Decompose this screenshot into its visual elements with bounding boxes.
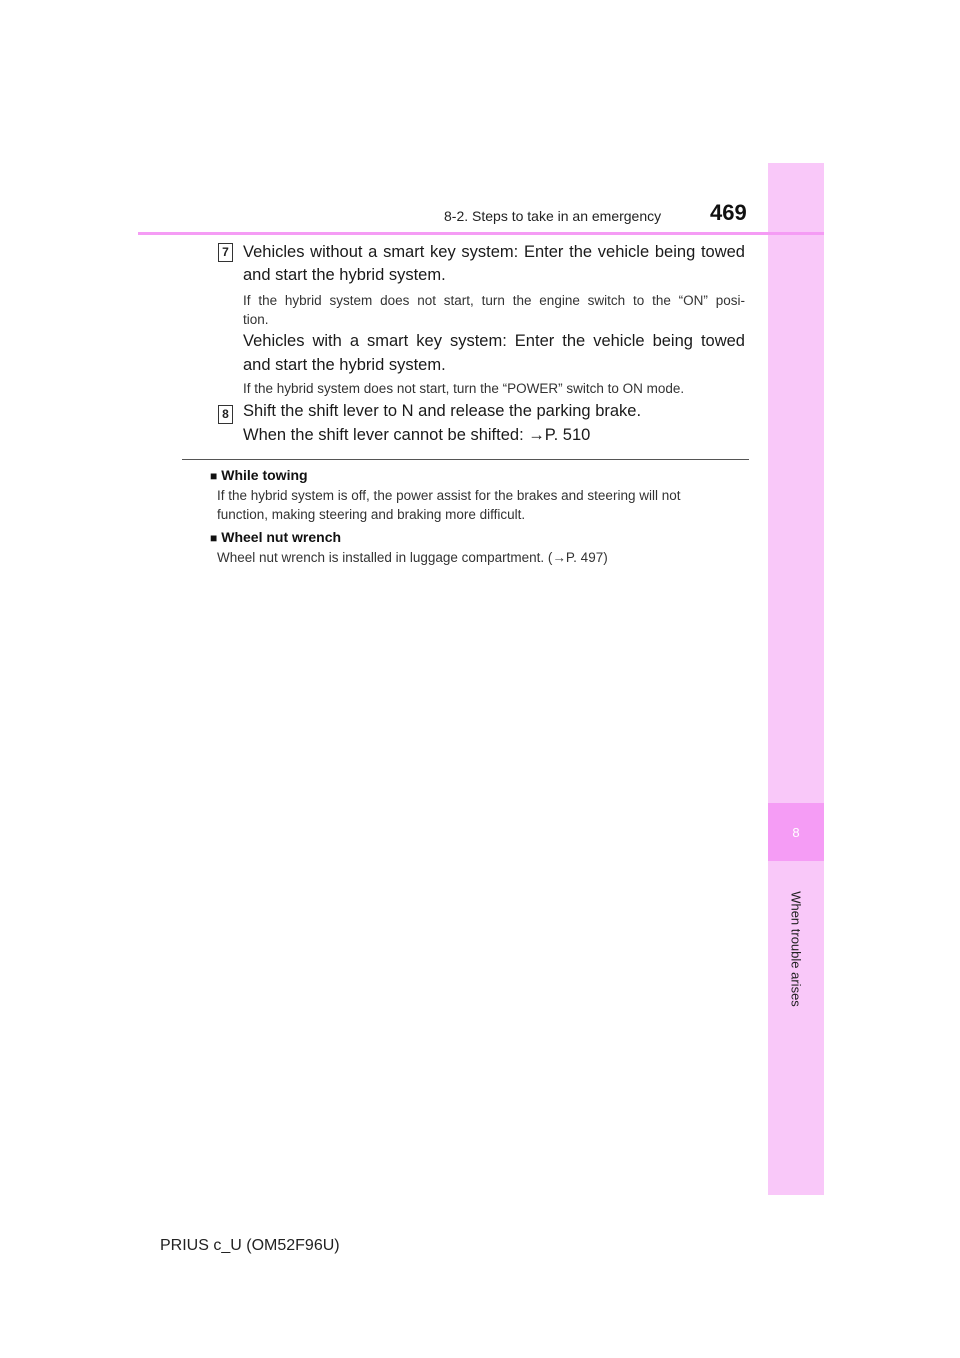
note-body-line: If the hybrid system is off, the power assist for the brakes and steering will not	[217, 488, 681, 503]
step-alt-note: If the hybrid system does not start, turn the “POWER” switch to ON mode.	[243, 381, 685, 396]
square-bullet-icon: ■	[210, 531, 218, 545]
note-heading	[210, 529, 341, 545]
step-alt-text-line: Vehicles with a smart key system: Enter the vehicle being towed	[243, 332, 745, 350]
chapter-side-tab	[768, 163, 824, 1195]
step-text-line: Shift the shift lever to N and release the parking brake.	[243, 402, 642, 420]
step-number-badge: 8	[218, 405, 233, 424]
note-heading	[210, 467, 308, 483]
note-body-line: function, making steering and braking more difficult.	[217, 507, 526, 522]
step-note-line: tion.	[243, 312, 269, 327]
step-number-badge: 7	[218, 243, 233, 262]
manual-footer: PRIUS c_U (OM52F96U)	[160, 1237, 340, 1254]
square-bullet-icon: ■	[210, 469, 218, 483]
note-title: While towing	[221, 467, 308, 483]
page-number: 469	[710, 200, 747, 225]
step-text-line: When the shift lever cannot be shifted: →P. 510	[243, 426, 591, 444]
section-title: 8-2. Steps to take in an emergency	[444, 208, 662, 224]
note-body-line: Wheel nut wrench is installed in luggage compartment. (→P. 497)	[217, 550, 608, 565]
step-alt-text-line: and start the hybrid system.	[243, 356, 446, 374]
section-divider	[182, 459, 749, 460]
chapter-title: When trouble arises	[788, 891, 804, 1007]
step-note-line: If the hybrid system does not start, turn the engine switch to the “ON” posi-	[243, 293, 745, 308]
chapter-number-badge: 8	[768, 803, 824, 861]
header-divider	[138, 232, 824, 235]
step-text-line: Vehicles without a smart key system: Enter the vehicle being towed	[243, 243, 745, 261]
note-title: Wheel nut wrench	[221, 529, 342, 545]
step-text-line: and start the hybrid system.	[243, 266, 446, 284]
